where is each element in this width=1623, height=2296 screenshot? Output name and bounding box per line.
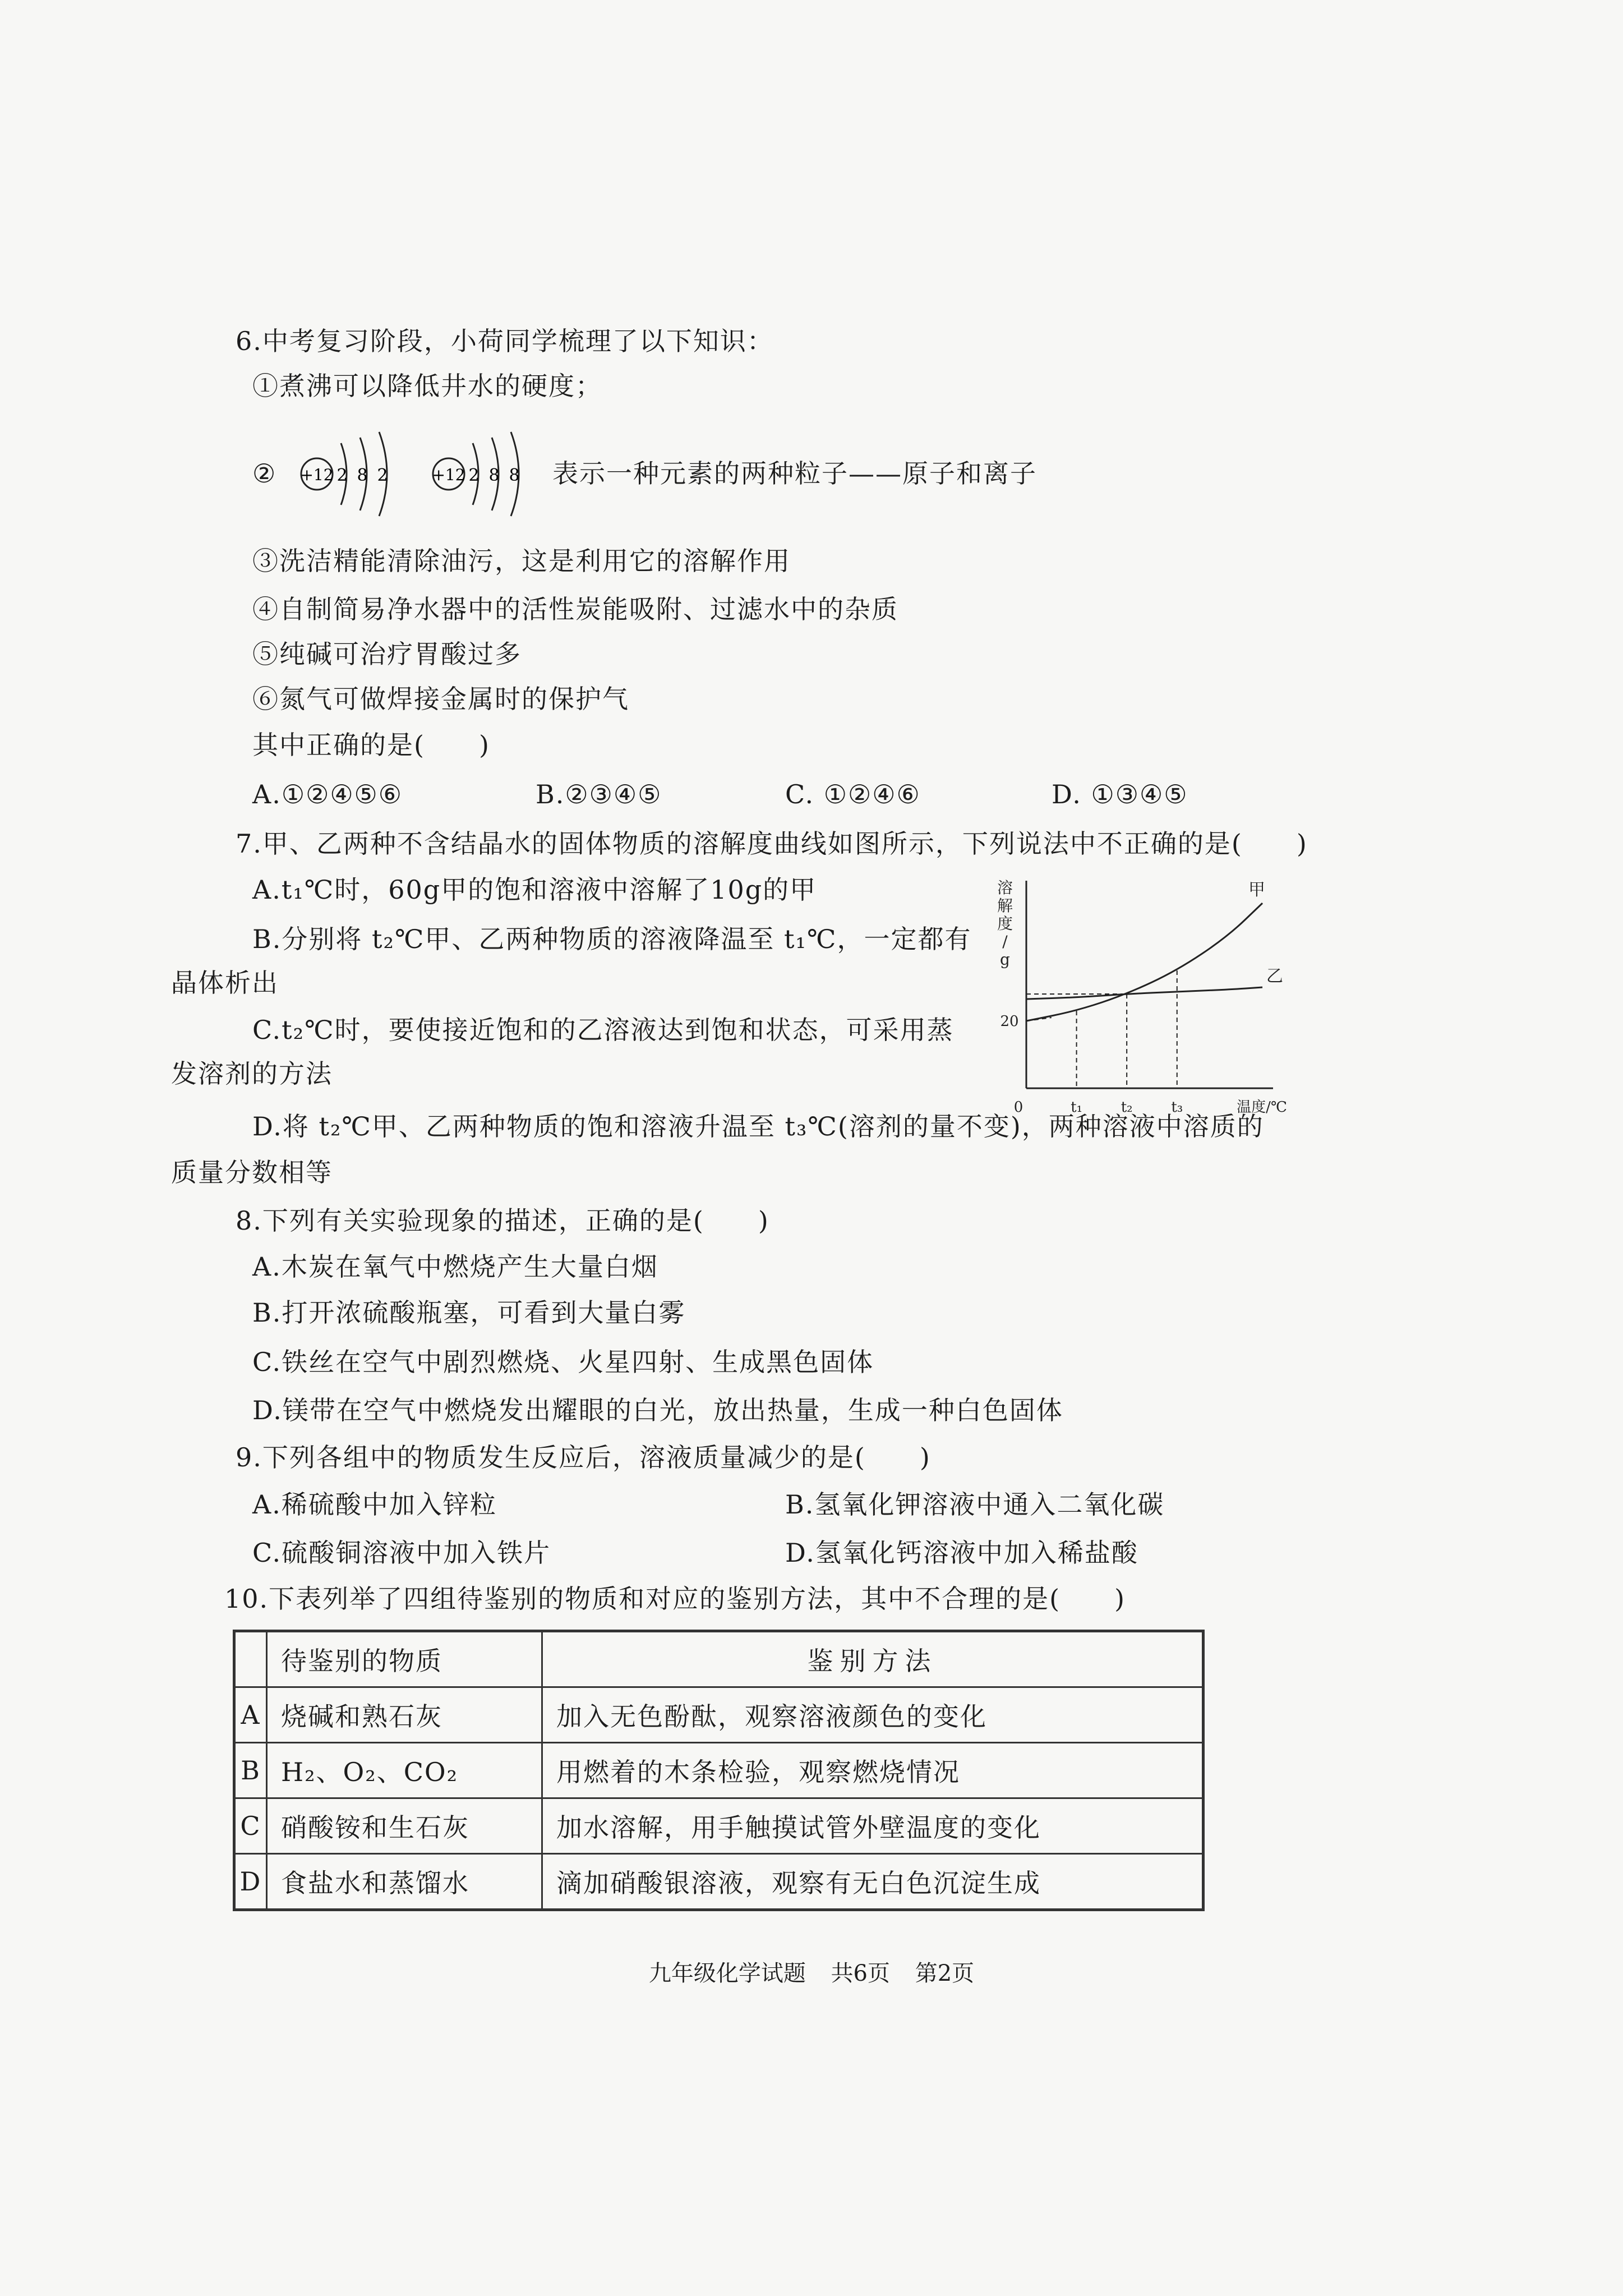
q7-option-c-line1: C.t₂℃时，要使接近饱和的乙溶液达到饱和状态，可采用蒸 <box>252 1015 954 1045</box>
row-method: 滴加硝酸银溶液，观察有无白色沉淀生成 <box>542 1854 1204 1910</box>
y-axis-label-char: 解 <box>997 896 1013 915</box>
y-axis-label-char: / <box>1002 932 1008 951</box>
table-header-label <box>234 1631 267 1687</box>
row-substances: 硝酸铵和生石灰 <box>267 1798 542 1854</box>
row-method: 加入无色酚酞，观察溶液颜色的变化 <box>542 1687 1204 1743</box>
q6-item-1: ①煮沸可以降低井水的硬度； <box>252 371 602 401</box>
series-line-yi <box>1026 987 1262 999</box>
atom1-shell-2: 8 <box>357 466 368 485</box>
atom1-shell-1: 2 <box>336 466 348 485</box>
x-tick-label-t1: t₁ <box>1071 1099 1083 1116</box>
origin-label: 0 <box>1013 1099 1023 1116</box>
q7-stem: 7.甲、乙两种不含结晶水的固体物质的溶解度曲线如图所示，下列说法中不正确的是( ) <box>236 829 1308 859</box>
atom2-nucleus: +12 <box>432 466 465 484</box>
q6-item-3: ③洗洁精能清除油污，这是利用它的溶解作用 <box>252 546 791 576</box>
q6-item-6: ⑥氮气可做焊接金属时的保护气 <box>252 684 629 714</box>
q6-option-c: C. ①②④⑥ <box>785 779 921 809</box>
chart-marks <box>997 878 1287 1116</box>
q6-option-d: D. ①③④⑤ <box>1052 779 1188 809</box>
q7-option-a: A.t₁℃时，60g甲的饱和溶液中溶解了10g的甲 <box>252 875 817 905</box>
table-header-row <box>234 1631 1204 1687</box>
row-label: B <box>234 1743 267 1798</box>
row-label: D <box>234 1854 267 1910</box>
table-header-method: 鉴别方法 <box>542 1631 1204 1687</box>
footer-subject: 九年级化学试题 <box>648 1961 806 1986</box>
solubility-curve-chart <box>993 878 1287 1128</box>
q9-option-b: B.氢氧化钾溶液中通入二氧化碳 <box>785 1489 1165 1520</box>
q7-option-d-line2: 质量分数相等 <box>171 1157 333 1188</box>
q6-item-2-marker: ② <box>252 458 277 489</box>
atom1-nucleus: +12 <box>300 466 334 484</box>
row-substances: H₂、O₂、CO₂ <box>267 1743 542 1798</box>
q10-stem: 10.下表列举了四组待鉴别的物质和对应的鉴别方法，其中不合理的是( ) <box>224 1584 1126 1614</box>
series-label-yi: 乙 <box>1266 967 1284 986</box>
y-tick-label: 20 <box>1000 1013 1019 1030</box>
footer-total-pages: 共6页 <box>831 1961 890 1986</box>
q9-option-d: D.氢氧化钙溶液中加入稀盐酸 <box>785 1538 1138 1568</box>
row-substances: 烧碱和熟石灰 <box>267 1687 542 1743</box>
x-tick-label-t3: t₃ <box>1171 1099 1183 1116</box>
y-axis-label-char: 溶 <box>997 878 1013 897</box>
q7-option-b-line2: 晶体析出 <box>171 968 279 998</box>
page-footer <box>0 1958 1623 1989</box>
q9-option-a: A.稀硫酸中加入锌粒 <box>252 1489 497 1520</box>
row-label: C <box>234 1798 267 1854</box>
row-label: A <box>234 1687 267 1743</box>
series-label-jia: 甲 <box>1248 880 1266 900</box>
footer-page-number: 第2页 <box>915 1961 975 1986</box>
q8-option-c: C.铁丝在空气中剧烈燃烧、火星四射、生成黑色固体 <box>252 1347 874 1377</box>
q6-option-a: A.①②④⑤⑥ <box>252 779 403 809</box>
row-method: 加水溶解，用手触摸试管外壁温度的变化 <box>542 1798 1204 1854</box>
atom2-shell-3: 8 <box>509 466 520 485</box>
table-row <box>234 1687 1204 1743</box>
q8-option-a: A.木炭在氧气中燃烧产生大量白烟 <box>252 1251 658 1282</box>
series-line-jia <box>1026 903 1262 1021</box>
x-tick-label-t2: t₂ <box>1121 1099 1133 1116</box>
q6-item-2-text: 表示一种元素的两种粒子——原子和离子 <box>552 458 1037 489</box>
atom2-shell-1: 2 <box>468 466 479 485</box>
q8-option-b: B.打开浓硫酸瓶塞，可看到大量白雾 <box>252 1297 686 1328</box>
atom1-shell-3: 2 <box>377 466 388 485</box>
table-header-substances: 待鉴别的物质 <box>267 1631 542 1687</box>
table-row <box>234 1854 1204 1910</box>
q6-ask: 其中正确的是( ) <box>252 730 490 760</box>
y-axis-label-char: 度 <box>997 914 1013 933</box>
q8-stem: 8.下列有关实验现象的描述，正确的是( ) <box>236 1205 769 1236</box>
row-method: 用燃着的木条检验，观察燃烧情况 <box>542 1743 1204 1798</box>
q8-option-d: D.镁带在空气中燃烧发出耀眼的白光，放出热量，生成一种白色固体 <box>252 1395 1063 1425</box>
atom-structure-diagram-1 <box>292 426 404 527</box>
identification-table <box>233 1630 1205 1911</box>
q7-option-b-line1: B.分别将 t₂℃甲、乙两种物质的溶液降温至 t₁℃，一定都有 <box>252 924 972 954</box>
row-substances: 食盐水和蒸馏水 <box>267 1854 542 1910</box>
atom-structure-diagram-2 <box>423 426 536 527</box>
table-row <box>234 1798 1204 1854</box>
q9-option-c: C.硫酸铜溶液中加入铁片 <box>252 1538 551 1568</box>
q6-stem: 6.中考复习阶段，小荷同学梳理了以下知识： <box>236 326 774 356</box>
q6-option-b: B.②③④⑤ <box>536 779 662 809</box>
q6-item-5: ⑤纯碱可治疗胃酸过多 <box>252 639 522 669</box>
q7-option-d-line1: D.将 t₂℃甲、乙两种物质的饱和溶液升温至 t₃℃(溶剂的量不变)，两种溶液中溶质的 <box>252 1111 1264 1142</box>
x-axis-label: 温度/℃ <box>1237 1099 1287 1116</box>
q7-option-c-line2: 发溶剂的方法 <box>171 1059 333 1089</box>
y-axis-label-char: g <box>1000 950 1010 969</box>
q9-stem: 9.下列各组中的物质发生反应后，溶液质量减少的是( ) <box>236 1442 931 1473</box>
table-row <box>234 1743 1204 1798</box>
atom2-shell-2: 8 <box>488 466 500 485</box>
q6-item-4: ④自制简易净水器中的活性炭能吸附、过滤水中的杂质 <box>252 594 898 624</box>
